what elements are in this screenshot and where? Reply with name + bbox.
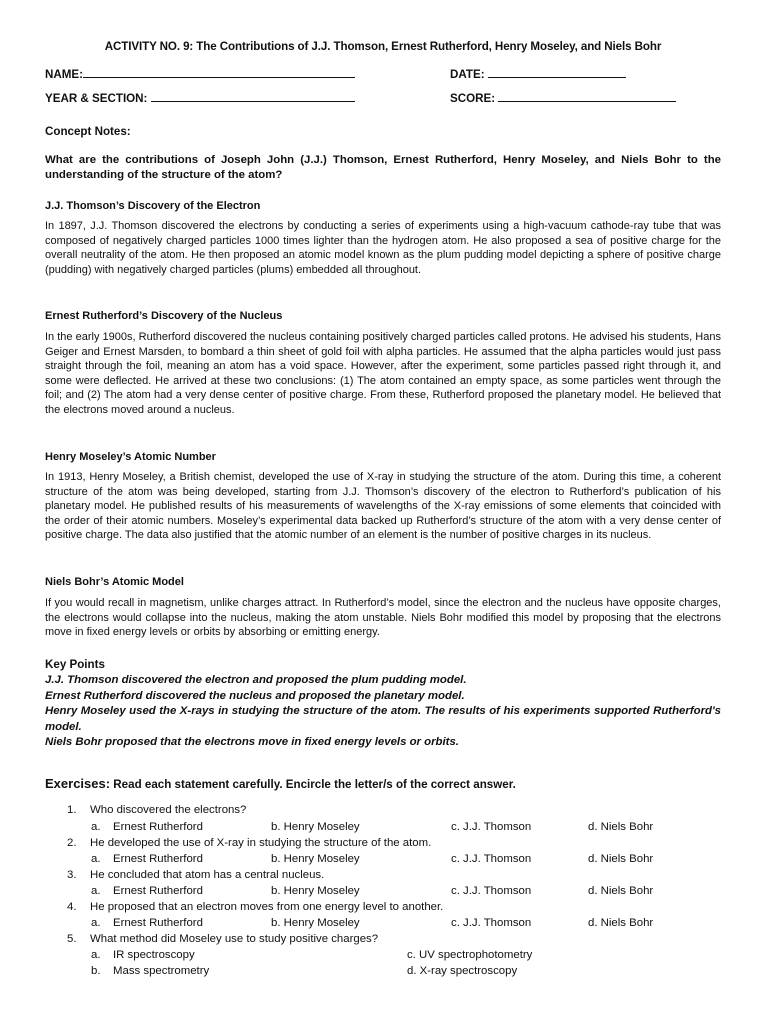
score-field[interactable] [450, 89, 676, 107]
option-a[interactable]: IR spectroscopy [113, 949, 195, 961]
option-a-letter[interactable]: a. [91, 853, 101, 865]
option-a-letter[interactable]: a. [91, 885, 101, 897]
year-section-blank[interactable] [151, 89, 355, 102]
question-text: What method did Moseley use to study positive charges? [90, 933, 379, 945]
option-c[interactable]: c. J.J. Thomson [451, 853, 532, 865]
exercises-label: Exercises: [45, 776, 111, 791]
key-points-list [45, 673, 721, 751]
name-label: NAME: [45, 68, 83, 81]
option-d[interactable]: d. Niels Bohr [588, 885, 654, 897]
exercises-instructions: Read each statement carefully. Encircle the letter/s of the correct answer. [113, 778, 516, 791]
option-b[interactable]: b. Henry Moseley [271, 885, 360, 897]
option-d[interactable]: d. Niels Bohr [588, 917, 654, 929]
section-body-moseley: In 1913, Henry Moseley, a British chemist, developed the use of X-ray in studying the structure of the atom. During this time, a coherent structure of the atom was being developed, starting from J.J. Thomson’s discovery of the electron to Rutherford’s publication of his planetary model. He published results of his measurements of wavelengths of the X-ray emissions of some elements that coincided with the order of their atomic numbers. Moseley’s experimental data backed up Rutherford’s structure of the atom with a very dense center of positive charge. The data also justified that the atomic number of an element is the number of positive charges in its nucleus. [45, 471, 721, 542]
section-body-rutherford: In the early 1900s, Rutherford discovered the nucleus containing positively charged particles called protons. He advised his students, Hans Geiger and Ernest Marsden, to bombard a thin sheet of gold foil with alpha particles. He assumed that the alpha particles would just pass straight through the foil, meaning an atom has a void space. However, after the experiment, some particles passed right through it, and some were deflected. He arrived at these two conclusions: (1) The atom contained an empty space, as some particles went through the foil; and (2) The atom had a very dense center of positive charge. From these, Rutherford proposed the planetary model. He believed that the electrons moved around a nucleus. [45, 331, 721, 416]
option-a[interactable]: Ernest Rutherford [113, 917, 203, 929]
option-a[interactable]: Ernest Rutherford [113, 885, 203, 897]
question-text: Who discovered the electrons? [90, 804, 247, 816]
date-blank[interactable] [488, 65, 626, 78]
section-body-thomson: In 1897, J.J. Thomson discovered the electrons by conducting a series of experiments using a high-vacuum cathode-ray tube that was composed of negatively charged particles 1000 times lighter than the hydrogen atom. He also proposed a sea of positive charge for the overall neutrality of the atom. He then proposed an atomic model known as the plum pudding model depicting a sphere of positive charge (pudding) with negatively charged particles (plums) embedded all throughout. [45, 220, 721, 276]
option-b[interactable]: b. Henry Moseley [271, 853, 360, 865]
question-number: 2. [67, 837, 77, 849]
section-body-bohr: If you would recall in magnetism, unlike charges attract. In Rutherford’s model, since the electron and the nucleus have opposite charges, the electrons would collapse into the nucleus, making the atom unstable. Niels Bohr modified this model by proposing that the electrons move in fixed energy levels or orbits by absorbing or emitting energy. [45, 597, 721, 639]
option-c[interactable]: c. UV spectrophotometry [407, 949, 533, 961]
name-blank[interactable] [83, 65, 355, 78]
option-d[interactable]: d. Niels Bohr [588, 821, 654, 833]
option-c[interactable]: c. J.J. Thomson [451, 821, 532, 833]
year-section-field[interactable] [45, 89, 355, 107]
exercises-header [45, 777, 721, 793]
section-heading-thomson: J.J. Thomson’s Discovery of the Electron [45, 200, 261, 212]
option-c[interactable]: c. J.J. Thomson [451, 917, 532, 929]
concept-notes-heading: Concept Notes: [45, 125, 131, 138]
option-b[interactable]: b. Henry Moseley [271, 917, 360, 929]
question-text: He proposed that an electron moves from one energy level to another. [90, 901, 444, 913]
section-heading-bohr: Niels Bohr’s Atomic Model [45, 576, 184, 588]
question-text: He concluded that atom has a central nucleus. [90, 869, 325, 881]
guiding-question: What are the contributions of Joseph John (J.J.) Thomson, Ernest Rutherford, Henry Moseley, and Niels Bohr to the understanding of the structure of the atom? [45, 154, 721, 181]
question-number: 1. [67, 804, 77, 816]
option-a-letter[interactable]: a. [91, 917, 101, 929]
page-title: ACTIVITY NO. 9: The Contributions of J.J. Thomson, Ernest Rutherford, Henry Moseley, and Niels Bohr [104, 40, 662, 53]
option-a[interactable]: Ernest Rutherford [113, 853, 203, 865]
year-section-label: YEAR & SECTION: [45, 92, 148, 105]
name-field[interactable] [45, 65, 355, 83]
option-b-letter[interactable]: b. [91, 965, 101, 977]
date-label: DATE: [450, 68, 485, 81]
option-b[interactable]: Mass spectrometry [113, 965, 210, 977]
option-a-letter[interactable]: a. [91, 949, 101, 961]
option-d[interactable]: d. Niels Bohr [588, 853, 654, 865]
option-a[interactable]: Ernest Rutherford [113, 821, 203, 833]
question-number: 3. [67, 869, 77, 881]
score-label: SCORE: [450, 92, 496, 105]
option-d[interactable]: d. X-ray spectroscopy [407, 965, 518, 977]
question-number: 4. [67, 901, 77, 913]
key-point: Henry Moseley used the X-rays in studying the structure of the atom. The results of his experiments supported Rutherford's model. [45, 705, 721, 733]
question-text: He developed the use of X-ray in studying the structure of the atom. [90, 837, 432, 849]
key-point: Niels Bohr proposed that the electrons move in fixed energy levels or orbits. [45, 736, 459, 749]
option-c[interactable]: c. J.J. Thomson [451, 885, 532, 897]
key-point: Ernest Rutherford discovered the nucleus and proposed the planetary model. [45, 689, 465, 702]
key-point: J.J. Thomson discovered the electron and proposed the plum pudding model. [45, 674, 467, 686]
score-blank[interactable] [498, 89, 676, 102]
section-heading-rutherford: Ernest Rutherford’s Discovery of the Nucleus [45, 310, 283, 322]
key-points-heading: Key Points [45, 658, 105, 671]
option-b[interactable]: b. Henry Moseley [271, 821, 360, 833]
date-field[interactable] [450, 65, 626, 83]
option-a-letter[interactable]: a. [91, 821, 101, 833]
section-heading-moseley: Henry Moseley’s Atomic Number [45, 451, 216, 463]
question-number: 5. [67, 933, 77, 945]
